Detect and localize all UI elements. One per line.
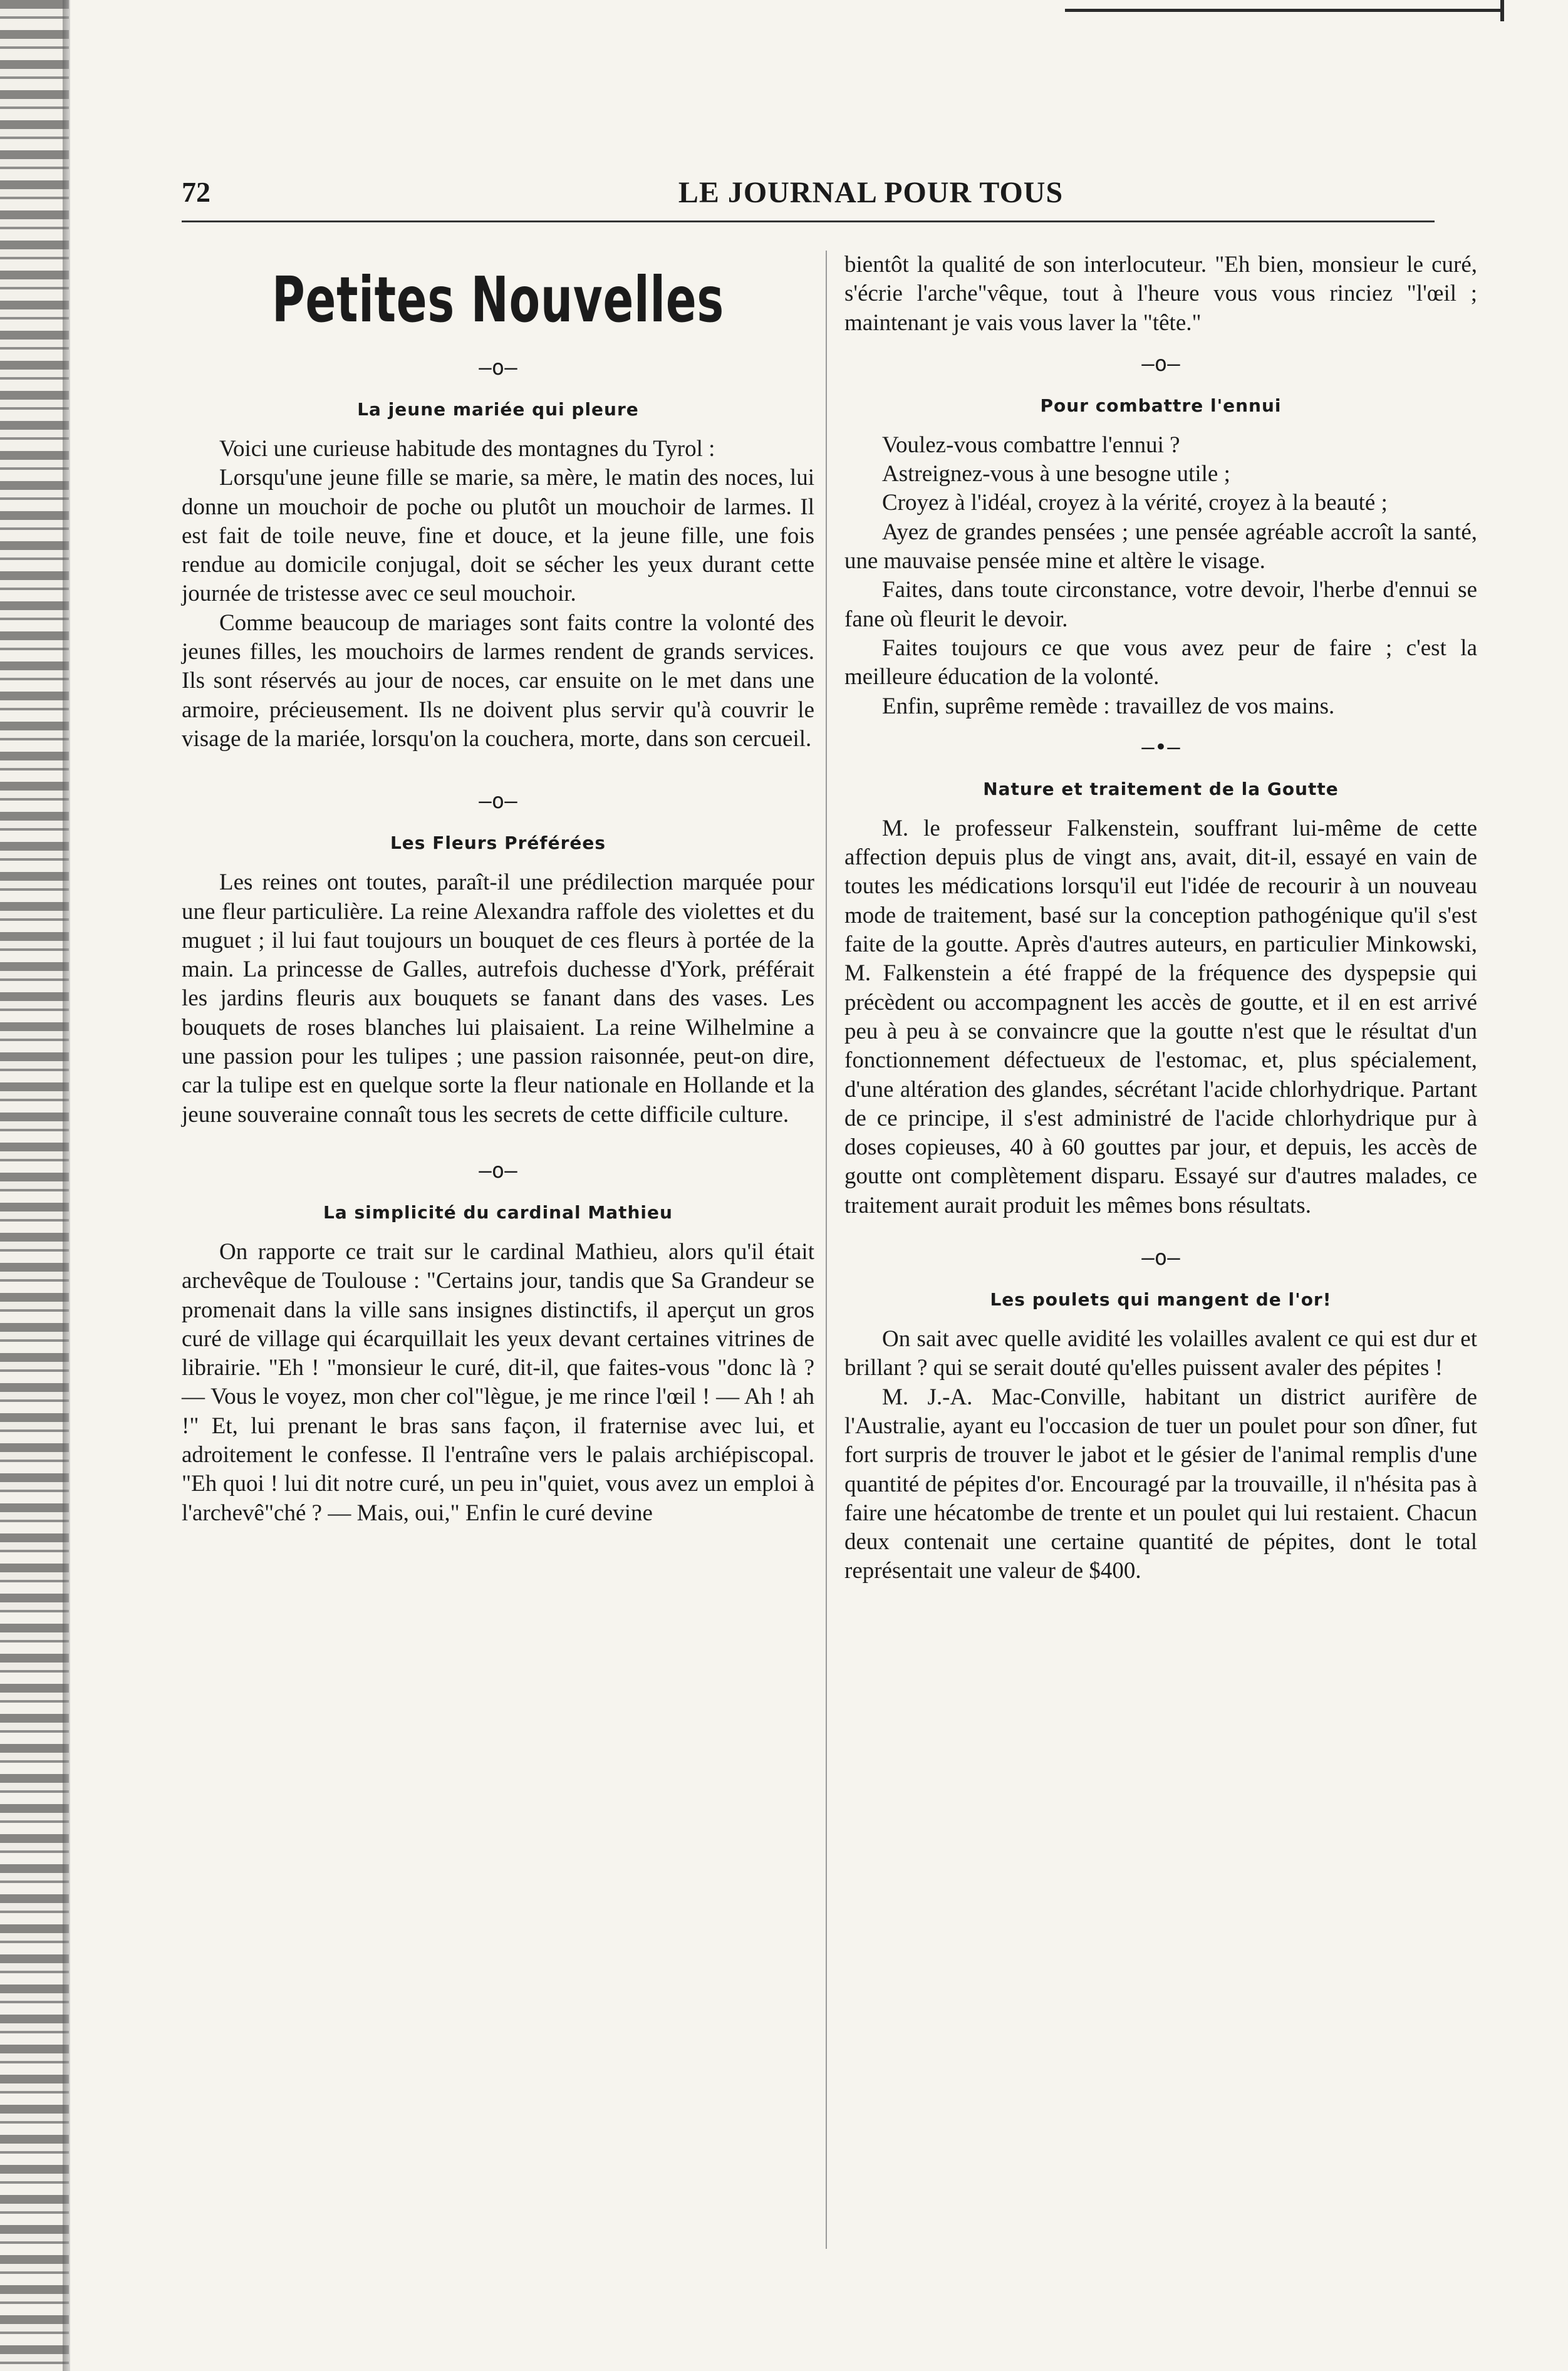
separator: —o— [479, 789, 517, 814]
article-heading: Les Fleurs Préférées [390, 833, 606, 854]
article-jeune-mariee [182, 399, 814, 754]
article-heading: Pour combattre l'ennui [1040, 395, 1282, 416]
paragraph: Astreignez-vous à une besogne utile ; [882, 461, 1230, 487]
running-title: LE JOURNAL POUR TOUS [678, 176, 1064, 209]
paragraph: Croyez à l'idéal, croyez à la vérité, croyez à la beauté ; [882, 490, 1388, 516]
top-rule [1065, 9, 1503, 12]
separator: —o— [479, 355, 517, 380]
column-divider [826, 251, 827, 2249]
binding-shadow [63, 0, 70, 2371]
top-rule-tick [1500, 0, 1504, 21]
paragraph: On rapporte ce trait sur le cardinal Mathieu, alors qu'il était archevêque de Toulouse : "Certains jour, tandis que Sa Grandeur se promenait dans la ville sans insignes distinctifs, il aperçut un gros curé de village qui écarquillait les yeux devant certaines vitrines de librairie. "Eh ! "monsieur le curé, dit-il, que faites-vous "donc là ? — Vous le voyez, mon cher col"lègue, je me rince l'œil ! — Ah ! ah !" Et, lui prenant le bras sans façon, il fraternise avec lui, et adroitement le confesse. Il l'entraîne vers le palais archiépiscopal. "Eh quoi ! lui dit notre curé, un peu in"quiet, vous avez un emploi à l'archevê"ché ? — Mais, oui," Enfin le curé devine [182, 1238, 814, 1526]
paragraph: Les reines ont toutes, paraît-il une prédilection marquée pour une fleur particulière. La reine Alexandra raffole des violettes et du muguet ; il lui faut toujours un bouquet de ces fleurs à portée de la main. La princesse de Galles, autrefois duchesse d'York, préférait les jardins fleuris aux bouquets se fanant dans des vases. Les bouquets de roses blanches lui plaisaient. La reine Wilhelmine a une passion pour les tulipes ; une passion raisonnée, peut-on dire, car la tulipe est en quelque sorte la fleur nationale en Hollande et la jeune souveraine connaît tous les secrets de cette difficile culture. [182, 869, 814, 1128]
separator: —o— [479, 1158, 517, 1183]
article-heading: Les poulets qui mangent de l'or! [990, 1289, 1332, 1310]
right-column [844, 251, 1477, 1586]
paragraph: Ayez de grandes pensées ; une pensée agréable accroît la santé, une mauvaise pensée mine et altère le visage. [844, 519, 1477, 574]
paragraph: M. le professeur Falkenstein, souffrant lui-même de cette affection depuis plus de vingt ans, avait, dit-il, essayé en vain de toutes les médications lorsqu'il eut l'idée de recourir à un nouveau mode de traitement, basé sur la conception pathogénique qu'il s'est faite de la goutte. Après d'autres auteurs, en particulier Minkowski, M. Falkenstein a été frappé de la fréquence des dyspepsie qui précèdent ou accompagnent les accès de goutte, et il en est arrivé peu à peu à se convaincre que la goutte n'est que le résultat d'un fonctionnement défectueux de l'estomac, et, plus spécialement, d'une altération des glandes, sécrétant l'acide chlorhydrique. Partant de ce principe, il s'est administré de l'acide chlorhydrique pur à doses copieuses, 40 à 60 gouttes par jour, et depuis, les accès de goutte ont complètement disparu. Essayé sur d'autres malades, ce traitement aurait produit les mêmes bons résultats. [844, 815, 1477, 1218]
article-heading: Nature et traitement de la Goutte [983, 778, 1339, 799]
continued-paragraph: bientôt la qualité de son interlocuteur. "Eh bien, monsieur le curé, s'écrie l'arche"vêque, tout à l'heure vous vous rinciez "l'œil ; maintenant je vais vous laver la "tête." [844, 252, 1477, 336]
paragraph: Voici une curieuse habitude des montagnes du Tyrol : [219, 436, 715, 462]
paragraph: Faites toujours ce que vous avez peur de faire ; c'est la meilleure éducation de la volonté. [844, 635, 1477, 690]
article-poulets-or [844, 1289, 1477, 1586]
page-binding-edge [0, 0, 69, 2371]
article-combattre-ennui [844, 395, 1477, 721]
separator: —o— [1141, 351, 1180, 376]
left-column [182, 251, 814, 1528]
article-cardinal-mathieu [182, 1202, 814, 1528]
paragraph: Faites, dans toute circonstance, votre devoir, l'herbe d'ennui se fane où fleurit le devoir. [844, 577, 1477, 632]
header-rule [182, 220, 1435, 222]
paragraph: Voulez-vous combattre l'ennui ? [882, 432, 1180, 458]
separator: —•— [1141, 734, 1180, 760]
article-heading: La jeune mariée qui pleure [357, 399, 639, 420]
paragraph: M. J.-A. Mac-Conville, habitant un district aurifère de l'Australie, ayant eu l'occasion de tuer un poulet pour son dîner, fut fort surpris de trouver le jabot et le gésier de l'animal remplis d'une quantité de pépites d'or. Encouragé par la trouvaille, il n'hésita pas à faire une hécatombe de trente et un poulet qui lui restaient. Chacun deux contenait une certaine quantité de pépites, dont le total représentait une valeur de $400. [844, 1384, 1477, 1584]
paragraph: Enfin, suprême remède : travaillez de vos mains. [882, 693, 1335, 719]
article-heading: La simplicité du cardinal Mathieu [323, 1201, 673, 1223]
page-number: 72 [182, 176, 210, 208]
paragraph: Comme beaucoup de mariages sont faits contre la volonté des jeunes filles, les mouchoirs de larmes rendent de grands services. Ils sont réservés au jour de noces, car ensuite on le met dans une armoire, précieusement. Ils ne doivent plus servir qu'à couvrir le visage de la mariée, lorsqu'on la couchera, morte, dans son cercueil. [182, 610, 814, 752]
paragraph: On sait avec quelle avidité les volailles avalent ce qui est dur et brillant ? qui se serait douté qu'elles puissent avaler des pépites ! [844, 1326, 1477, 1381]
article-goutte [844, 779, 1477, 1220]
separator: —o— [1141, 1245, 1180, 1271]
paragraph: Lorsqu'une jeune fille se marie, sa mère, le matin des noces, lui donne un mouchoir de poche ou plutôt un mouchoir de larmes. Il est fait de toile neuve, fine et douce, et la jeune fille, une fois rendue au domicile conjugal, doit se sécher les yeux durant cette journée de tristesse avec ce seul mouchoir. [182, 465, 814, 607]
article-fleurs-preferees [182, 833, 814, 1129]
section-title: Petites Nouvelles [272, 263, 724, 336]
page-header [182, 175, 1422, 219]
